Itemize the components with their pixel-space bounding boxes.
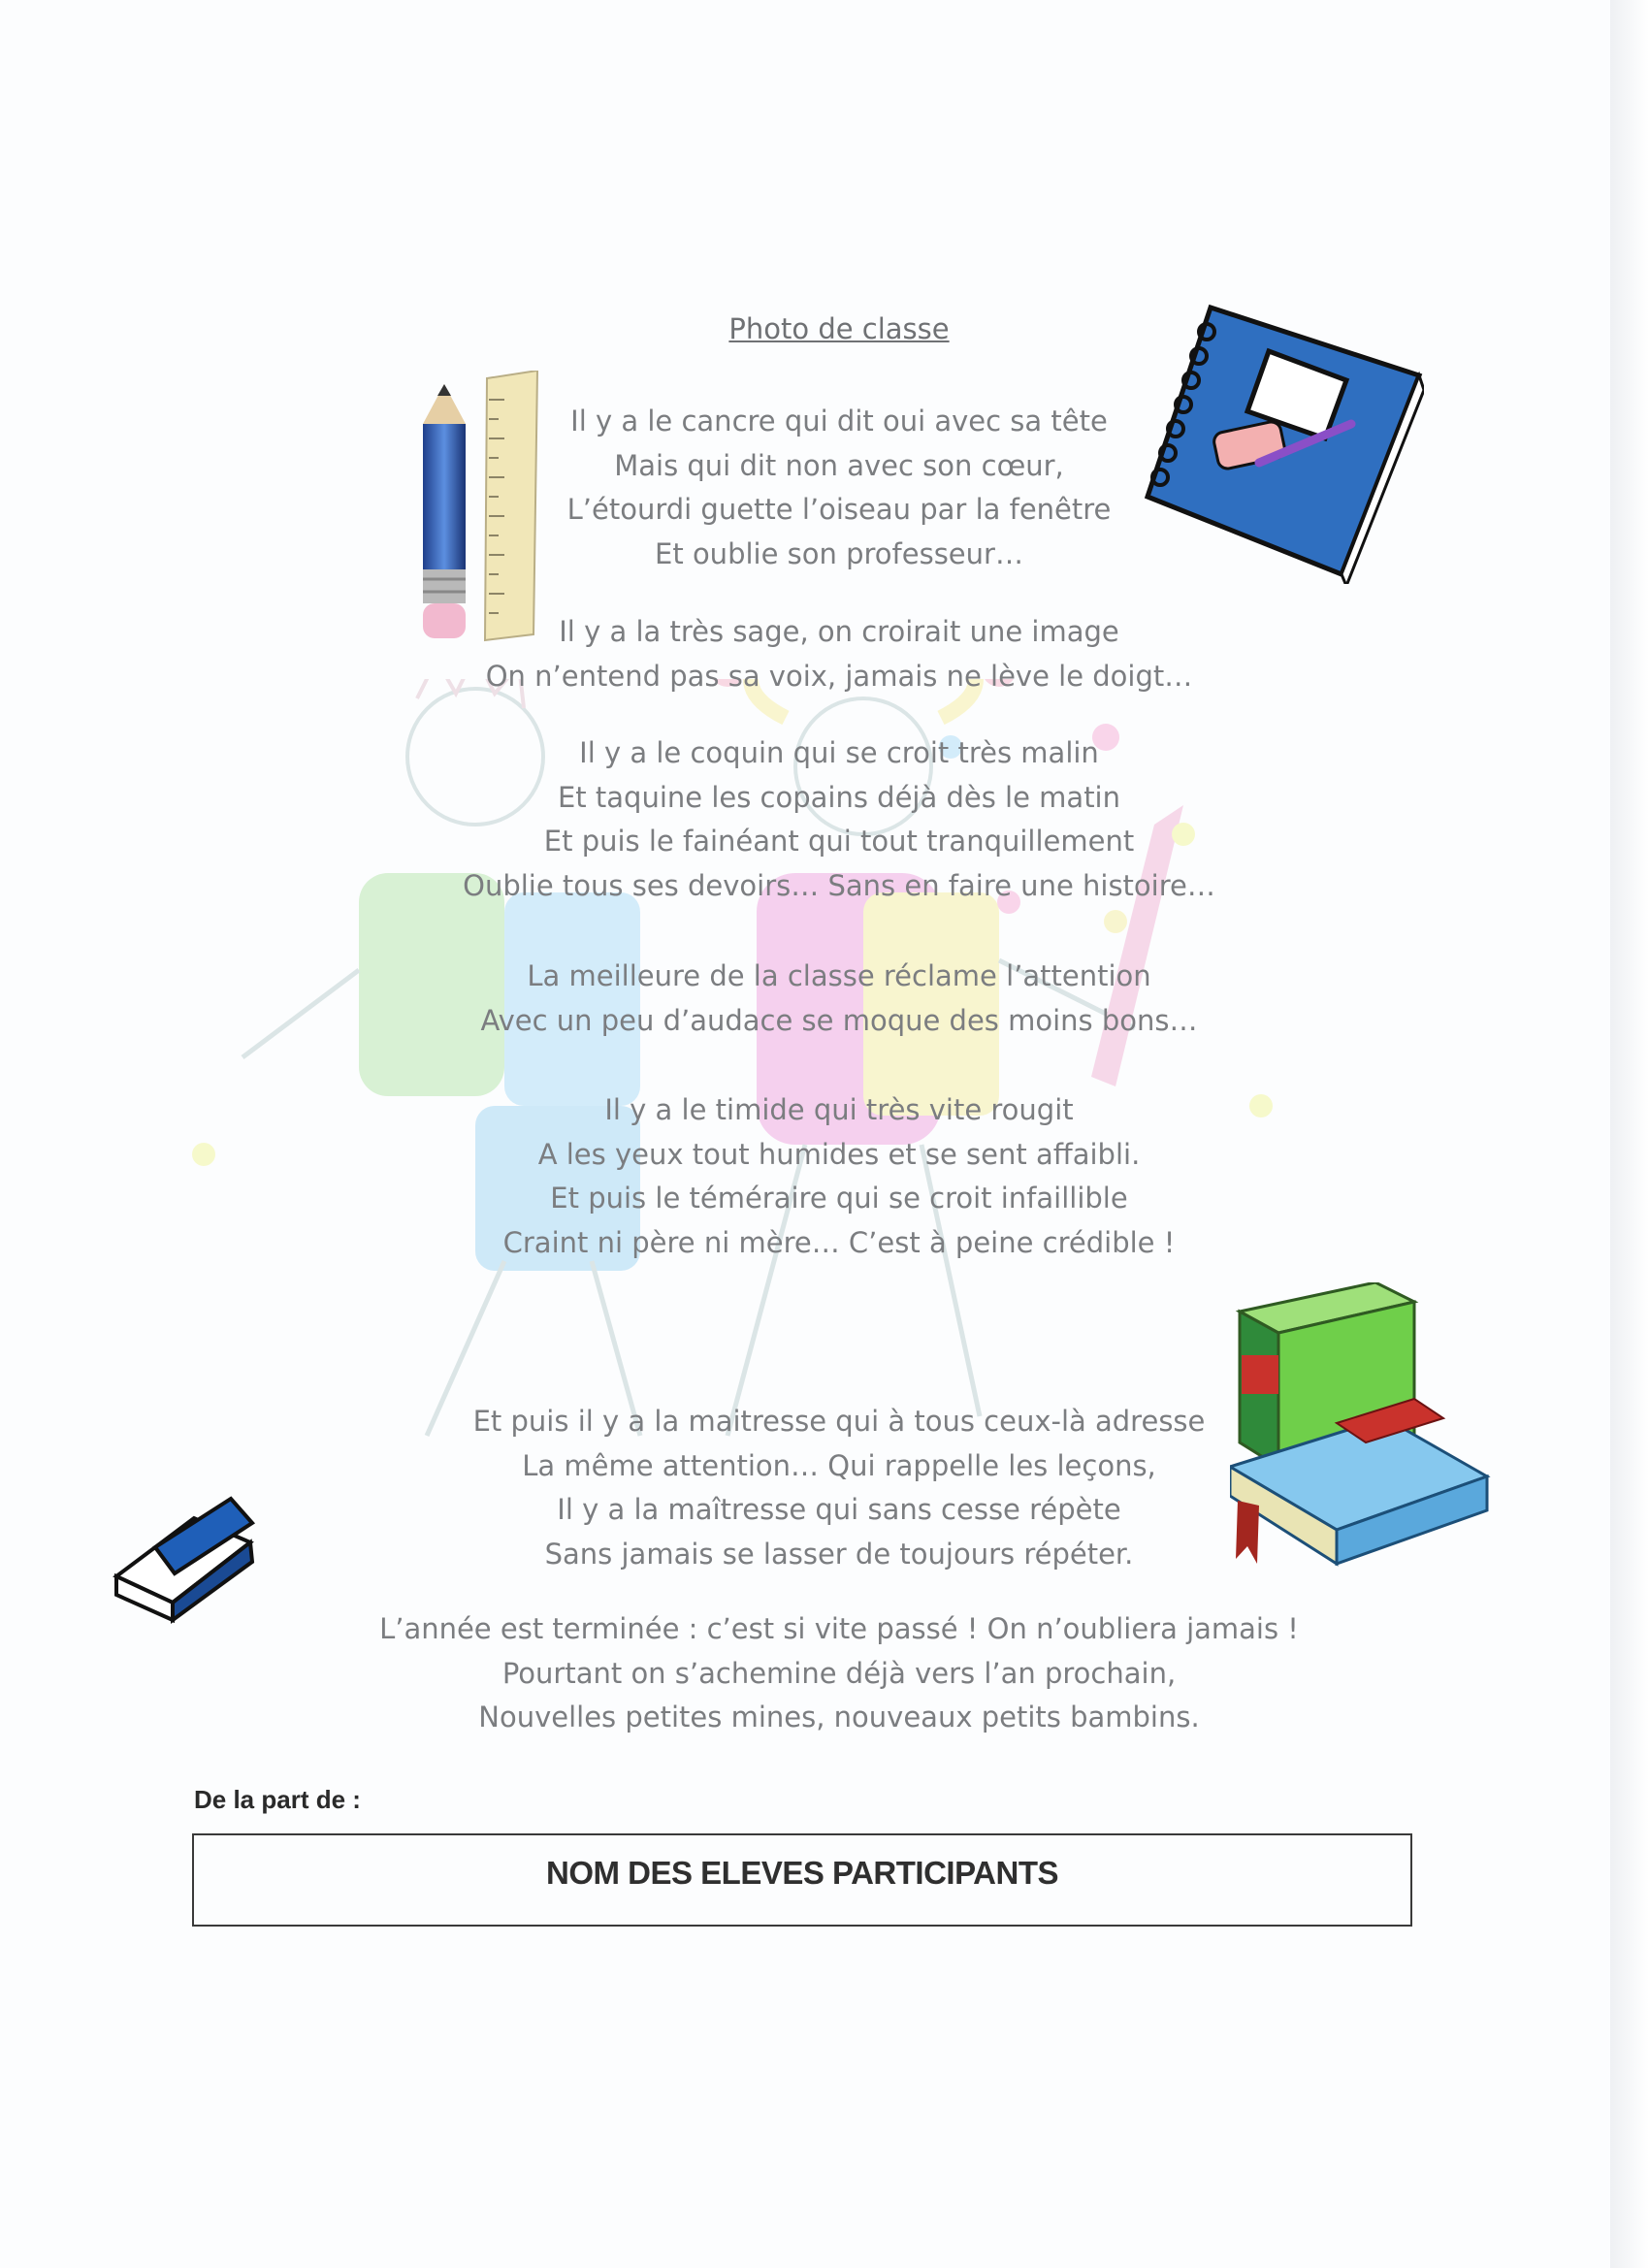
poem-line: Et taquine les copains déjà dès le matin: [557, 780, 1120, 814]
poem-line: Nouvelles petites mines, nouveaux petits bambins.: [478, 1701, 1200, 1733]
poem-title: Photo de classe: [728, 312, 950, 345]
poem-line: On n’entend pas sa voix, jamais ne lève le doigt…: [485, 659, 1193, 693]
poem-line: Avec un peu d’audace se moque des moins bons…: [480, 1003, 1198, 1037]
poem-line: Il y a le coquin qui se croit très malin: [579, 736, 1099, 769]
stanza-6: [0, 1400, 1649, 1576]
poem-line: Il y a la maîtresse qui sans cesse répète: [557, 1493, 1121, 1526]
poem-line: Oublie tous ses devoirs… Sans en faire une histoire…: [463, 868, 1215, 902]
poem-line: La meilleure de la classe réclame l’attention: [527, 959, 1151, 992]
poem-line: Pourtant on s’achemine déjà vers l’an prochain,: [501, 1656, 1177, 1690]
poem-line: Il y a la très sage, on croirait une image: [559, 615, 1119, 648]
poem-line: Il y a le timide qui très vite rougit: [604, 1093, 1074, 1126]
poem-line: Et oublie son professeur…: [655, 536, 1023, 570]
participants-names: NOM DES ELEVES PARTICIPANTS: [545, 1855, 1058, 1891]
stanza-2: [0, 610, 1649, 698]
poem-line: L’étourdi guette l’oiseau par la fenêtre: [566, 493, 1112, 526]
poem-line: A les yeux tout humides et se sent affaibli.: [537, 1137, 1141, 1171]
stanza-3: [0, 731, 1649, 908]
stanza-4: [0, 955, 1649, 1043]
poem-line: Il y a le cancre qui dit oui avec sa tête: [570, 405, 1108, 437]
poem-line: La même attention… Qui rappelle les leçons,: [522, 1448, 1156, 1482]
poem-line: Mais qui dit non avec son cœur,: [614, 448, 1064, 482]
participants-box: [192, 1833, 1412, 1927]
poem-line: L’année est terminée : c’est si vite passé ! On n’oubliera jamais !: [379, 1612, 1299, 1645]
stanza-5: [0, 1088, 1649, 1265]
poem-line: Craint ni père ni mère… C’est à peine crédible !: [502, 1225, 1176, 1259]
poem-line: Et puis le téméraire qui se croit infaillible: [550, 1182, 1128, 1215]
poem-line: Et puis il y a la maitresse qui à tous ceux-là adresse: [472, 1405, 1206, 1438]
poem-line: Sans jamais se lasser de toujours répéter.: [544, 1537, 1134, 1571]
poem-line: Et puis le fainéant qui tout tranquillement: [543, 825, 1135, 858]
stanza-1: [0, 400, 1649, 576]
from-label: De la part de :: [194, 1785, 361, 1814]
stanza-7: [0, 1607, 1649, 1740]
